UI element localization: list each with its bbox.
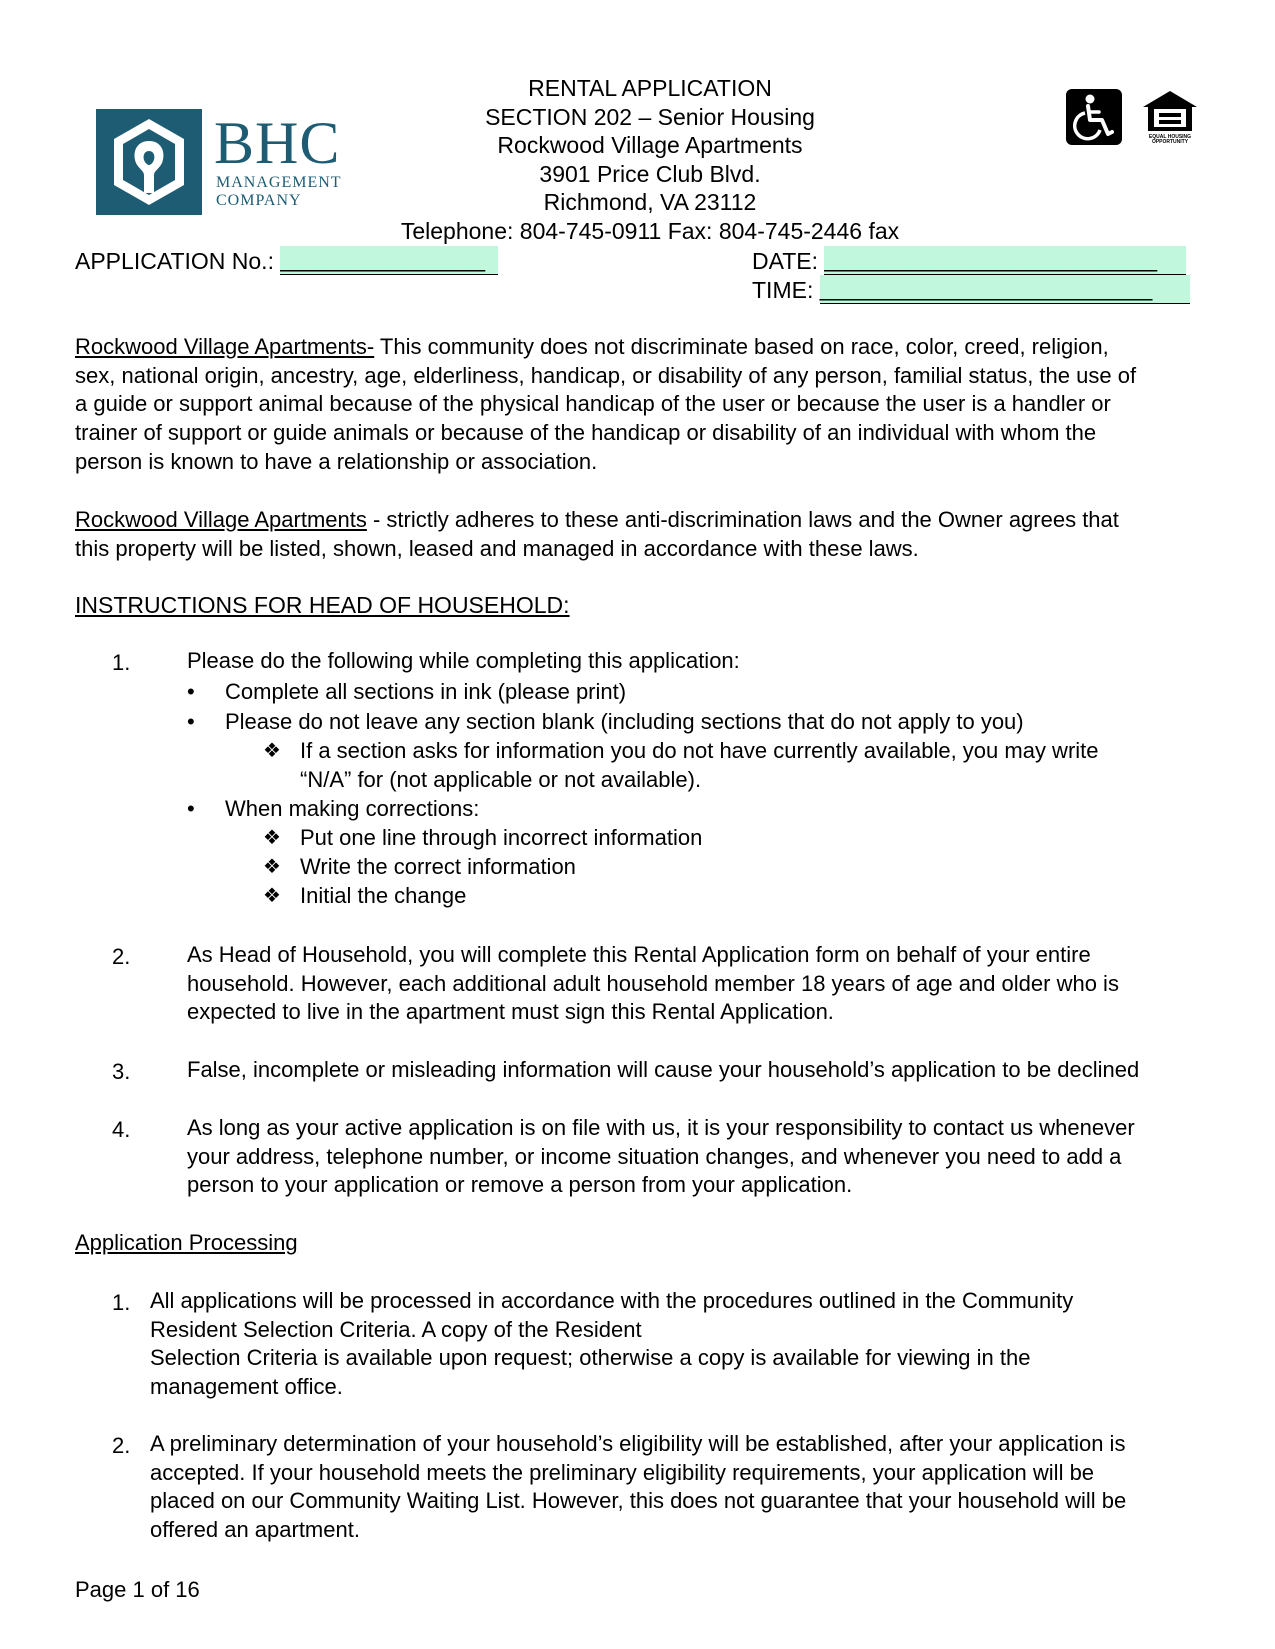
paragraph-text: - strictly adheres to these anti-discrimination laws and the Owner agrees that (366, 507, 1119, 532)
list-item-line: your address, telephone number, or income situation changes, and whenever you need to add a (187, 1143, 1122, 1169)
application-number-row (75, 246, 498, 275)
bullet-text: Complete all sections in ink (please print) (225, 679, 627, 704)
list-number: 2. (112, 944, 131, 969)
list-item-text (150, 1430, 1126, 1545)
date-label: DATE: (752, 248, 819, 274)
list-item-text: False, incomplete or misleading information will cause your household’s application to be declined (187, 1057, 1140, 1082)
list-item-line: Resident Selection Criteria. A copy of the Resident (150, 1316, 642, 1342)
time-field[interactable]: __________________________ (820, 275, 1190, 304)
equal-housing-text (1141, 135, 1199, 145)
document-header (360, 74, 940, 245)
document-title: RENTAL APPLICATION (528, 75, 772, 101)
diamond-bullet-icon: ❖ (263, 885, 281, 907)
diamond-bullet-icon: ❖ (263, 827, 281, 849)
list-item-line: accepted. If your household meets the preliminary eligibility requirements, your application will be (150, 1459, 1095, 1485)
address-line1: 3901 Price Club Blvd. (539, 160, 761, 187)
list-item-line: household. However, each additional adult household member 18 years of age and older who is (187, 970, 1119, 996)
list-item-line: All applications will be processed in accordance with the procedures outlined in the Community (150, 1288, 1074, 1313)
bullet-text: When making corrections: (225, 796, 480, 821)
list-item-line: Selection Criteria is available upon request; otherwise a copy is available for viewing in the (150, 1345, 1031, 1371)
sub-bullet-line: If a section asks for information you do not have currently available, you may write (300, 738, 1099, 763)
equal-housing-text-line1: EQUAL HOUSING (1148, 134, 1192, 140)
list-item-line: As Head of Household, you will complete this Rental Application form on behalf of your entire (187, 942, 1091, 967)
bhc-logo (96, 109, 356, 219)
list-item-text (150, 1287, 1073, 1402)
address-line2: Richmond, VA 23112 (543, 189, 757, 215)
sub-bullet-text: Write the correct information (300, 854, 576, 879)
date-row (752, 246, 1186, 275)
compliance-paragraph (75, 506, 1205, 563)
contact-line: Telephone: 804-745-0911 Fax: 804-745-2446 fax (400, 217, 900, 244)
logo-subtitle-line1: MANAGEMENT (216, 174, 342, 191)
sub-bullet-text: Initial the change (300, 883, 467, 908)
instructions-heading: INSTRUCTIONS FOR HEAD OF HOUSEHOLD: (75, 592, 570, 618)
application-processing-heading: Application Processing (75, 1230, 298, 1255)
paragraph-text: a guide or support animal because of the physical handicap of the user or because the user is a handler or (75, 391, 1111, 417)
community-name: Rockwood Village Apartments (75, 507, 367, 532)
bullet-icon: • (187, 679, 195, 704)
paragraph-text: This community does not discriminate based on race, color, creed, religion, (374, 334, 1109, 359)
page-number: Page 1 of 16 (75, 1577, 200, 1602)
paragraph-text: person is known to have a relationship or association. (75, 448, 598, 474)
community-name: Rockwood Village Apartments- (75, 334, 375, 359)
application-number-field[interactable]: ________________ (280, 246, 498, 275)
logo-wordmark: BHC (214, 110, 341, 176)
sub-bullet-text (300, 737, 1099, 794)
property-name: Rockwood Village Apartments (497, 132, 803, 158)
bullet-icon: • (187, 796, 195, 821)
list-item-line: placed on our Community Waiting List. However, this does not guarantee that your household will be (150, 1488, 1127, 1514)
sub-bullet-text: Put one line through incorrect information (300, 825, 703, 850)
list-number: 3. (112, 1059, 131, 1084)
time-row (752, 275, 1190, 304)
time-label: TIME: (752, 277, 814, 303)
paragraph-text: sex, national origin, ancestry, age, elderliness, handicap, or disability of any person, familial status, the use of (75, 362, 1137, 388)
diamond-bullet-icon: ❖ (263, 856, 281, 878)
diamond-bullet-icon: ❖ (263, 740, 281, 762)
list-item-line: offered an apartment. (150, 1517, 360, 1543)
list-item-text (187, 1114, 1135, 1200)
equal-housing-text-line2: OPPORTUNITY (1151, 139, 1189, 145)
list-number: 4. (112, 1117, 131, 1142)
wheelchair-accessible-icon (1066, 89, 1122, 145)
bullet-icon: • (187, 709, 195, 734)
list-number: 1. (112, 1290, 131, 1315)
list-item-line: person to your application or remove a person from your application. (187, 1172, 853, 1198)
list-item-line: A preliminary determination of your household’s eligibility will be established, after your application is (150, 1431, 1126, 1456)
list-number: 1. (112, 650, 131, 675)
list-item-line: As long as your active application is on file with us, it is your responsibility to contact us whenever (187, 1115, 1135, 1140)
sub-bullet-line: “N/A” for (not applicable or not available). (300, 766, 702, 792)
list-item-line: management office. (150, 1374, 343, 1400)
paragraph-text: this property will be listed, shown, leased and managed in accordance with these laws. (75, 535, 919, 561)
application-number-label: APPLICATION No.: (75, 248, 274, 274)
paragraph-text: trainer of support or guide animals or because of the handicap or disability of an individual with whom the (75, 420, 1097, 446)
non-discrimination-paragraph (75, 333, 1205, 477)
date-field[interactable]: __________________________ (824, 246, 1186, 275)
section-line: SECTION 202 – Senior Housing (485, 103, 815, 130)
list-item-text: Please do the following while completing this application: (187, 648, 740, 673)
list-item-line: expected to live in the apartment must sign this Rental Application. (187, 999, 834, 1025)
list-number: 2. (112, 1433, 131, 1458)
bhc-logo-mark-icon (96, 109, 202, 215)
list-item-text (187, 941, 1119, 1027)
logo-subtitle-line2: COMPANY (216, 192, 302, 209)
bullet-text: Please do not leave any section blank (including sections that do not apply to you) (225, 709, 1024, 734)
